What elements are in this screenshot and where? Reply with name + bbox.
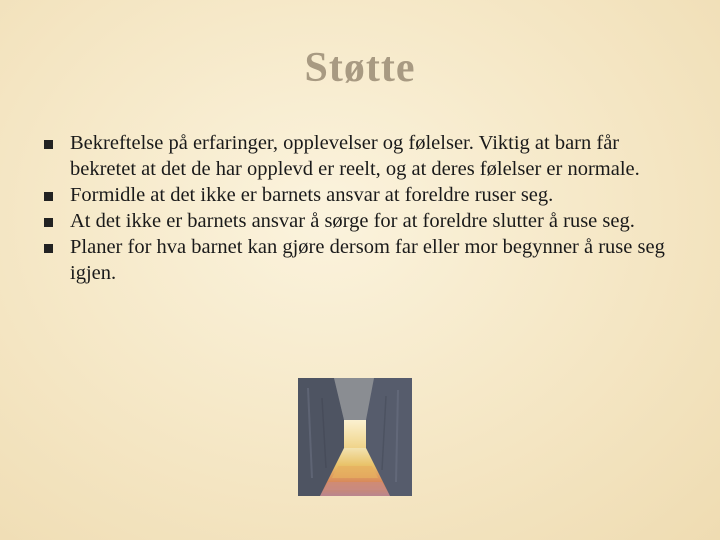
bullet-text: At det ikke er barnets ansvar å sørge for at foreldre slutter å ruse seg. — [70, 210, 635, 232]
slide-title: Støtte — [304, 45, 416, 91]
square-bullet-icon — [44, 218, 53, 227]
square-bullet-icon — [44, 192, 53, 201]
bullet-item — [44, 130, 684, 182]
square-bullet-icon — [44, 244, 53, 253]
bullet-text: Bekreftelse på erfaringer, opplevelser og følelser. Viktig at barn får bekretet at det de har opplevd er reelt, og at deres følelser er normale. — [70, 132, 640, 180]
bullet-text: Planer for hva barnet kan gjøre dersom far eller mor begynner å ruse seg igjen. — [70, 236, 665, 284]
bullet-item — [44, 182, 684, 208]
bullet-item — [44, 234, 684, 286]
bullet-item — [44, 208, 684, 234]
square-bullet-icon — [44, 140, 53, 149]
bullet-text: Formidle at det ikke er barnets ansvar at foreldre ruser seg. — [70, 184, 554, 206]
corridor-painting-image — [298, 378, 412, 496]
bullet-list — [44, 130, 684, 286]
